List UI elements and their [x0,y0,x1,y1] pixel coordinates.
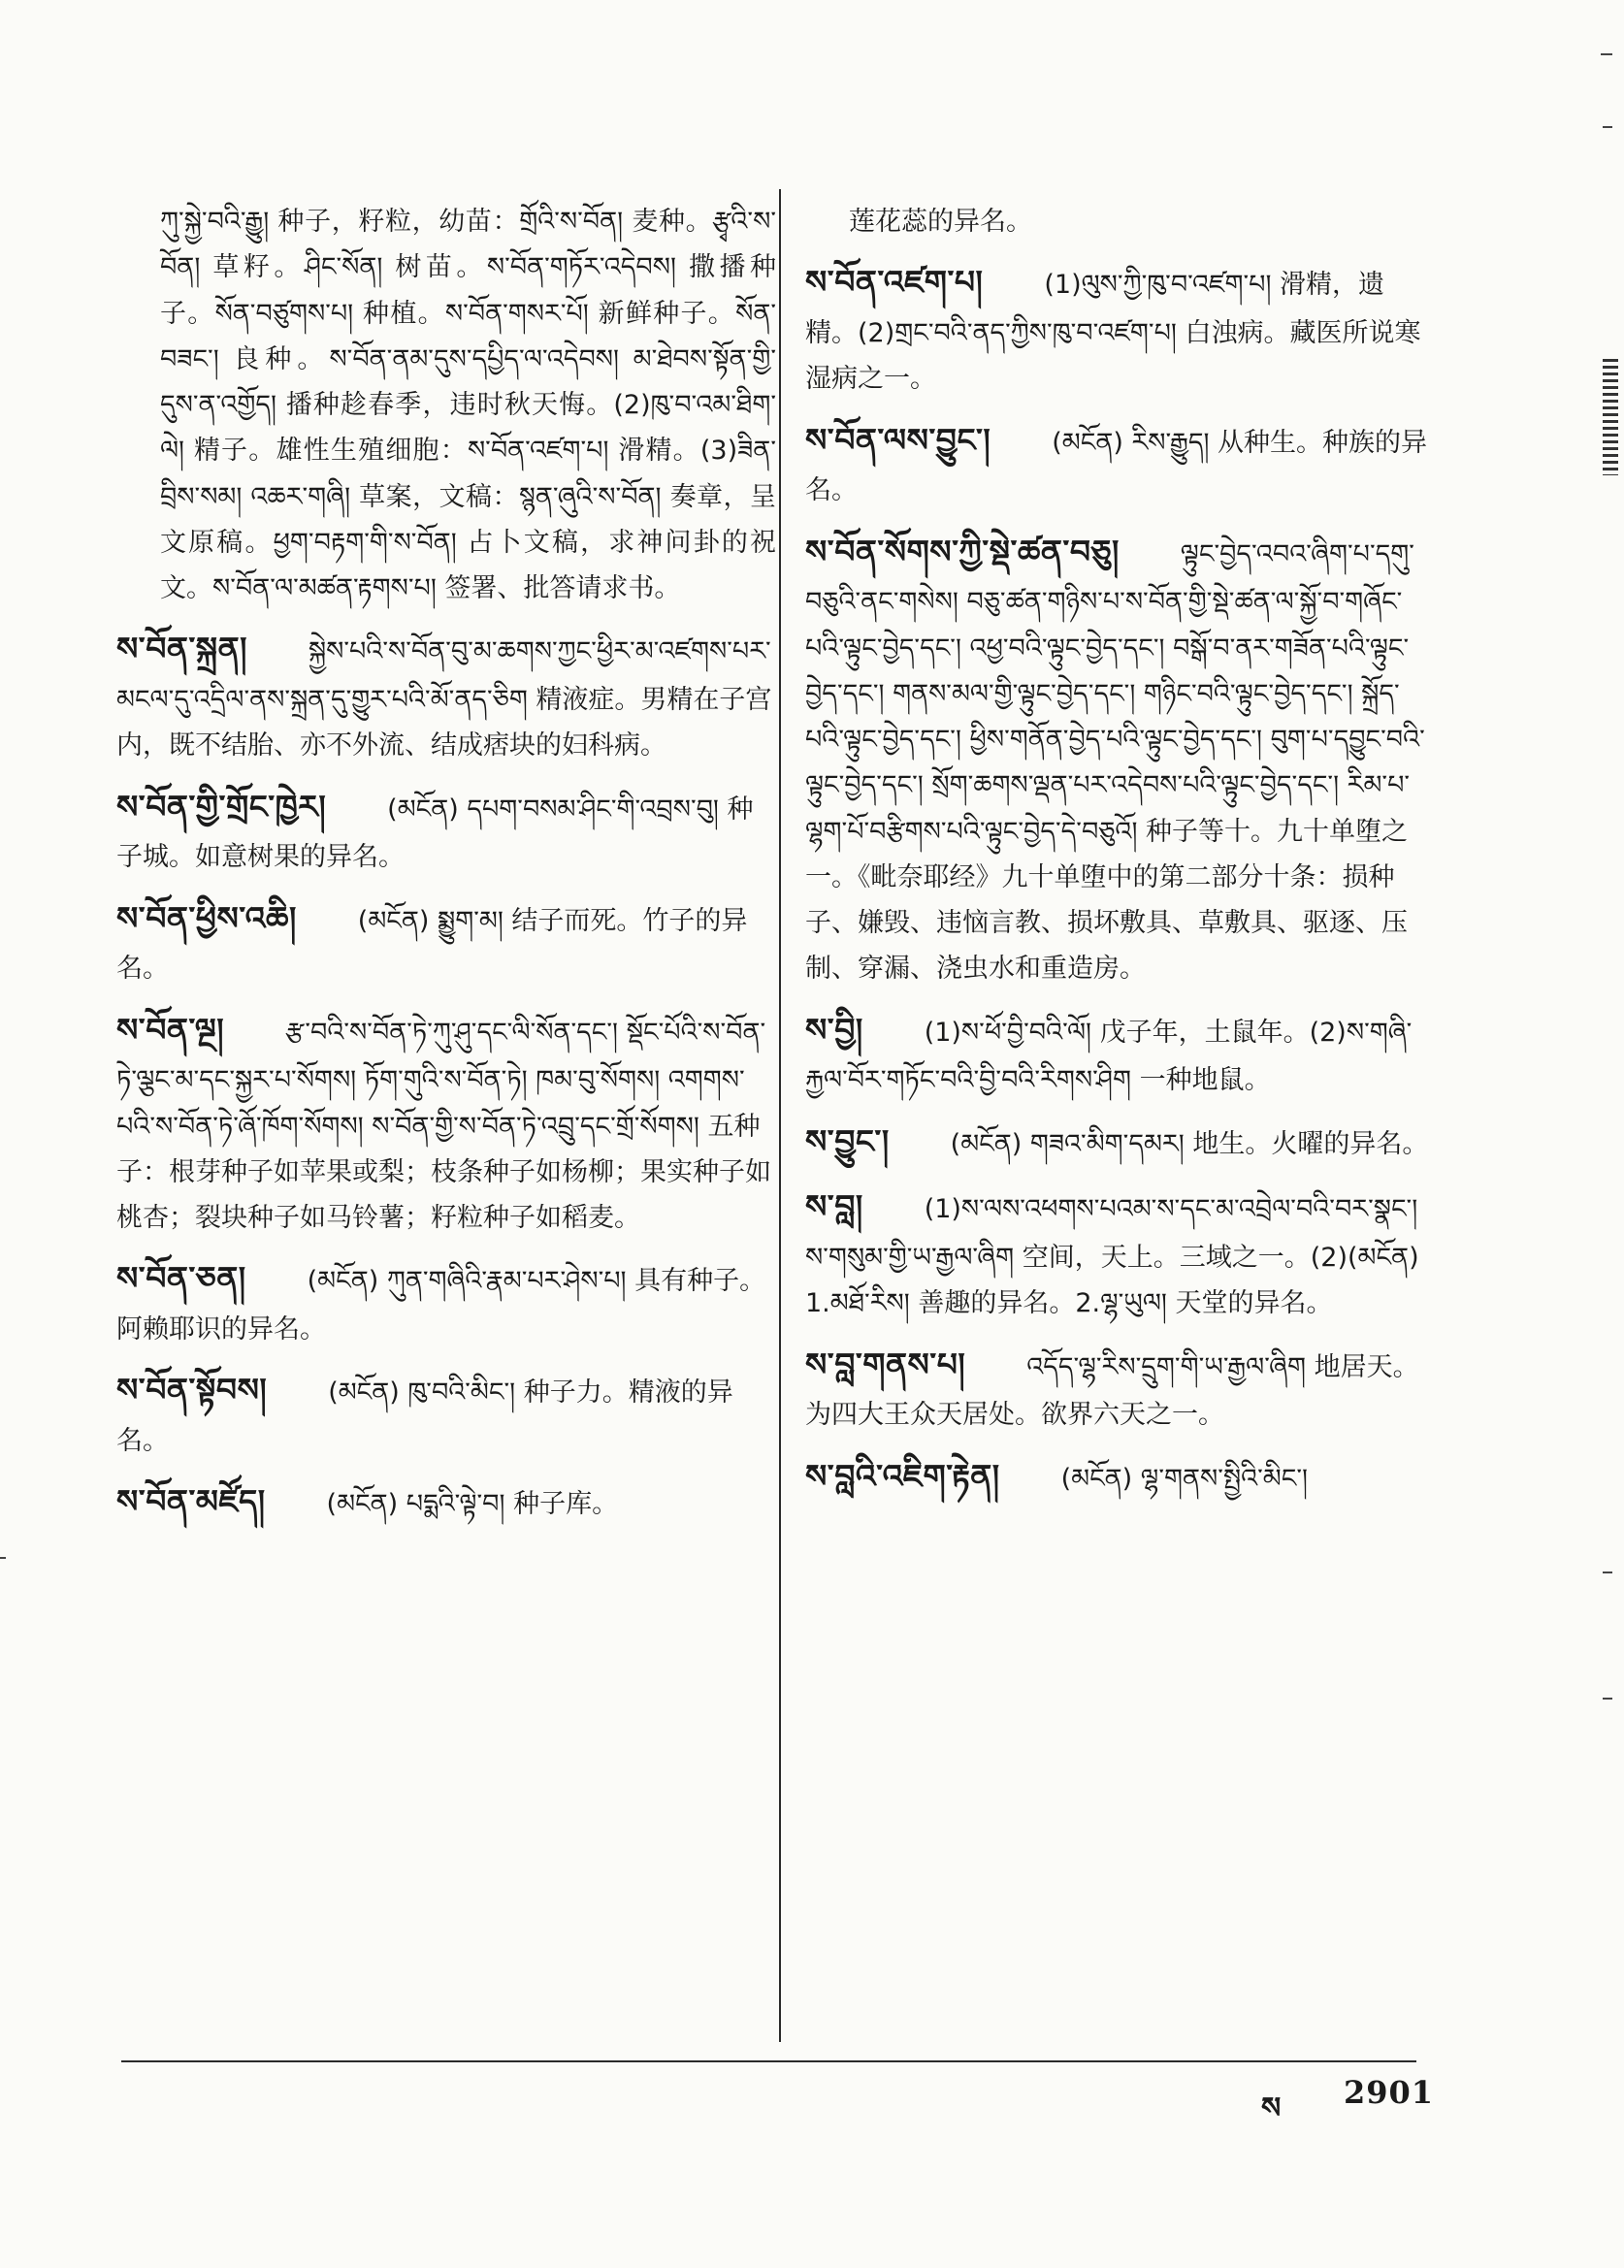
entry-definition: (མངོན) སྨྱུག་མ། 结子而死。竹子的异名。 [116,905,748,985]
right-column [805,199,1436,1513]
page-number: 2901 [1344,2074,1435,2111]
entry-definition: (མངོན) ཀུན་གཞིའི་རྣམ་པར་ཤེས་པ། 具有种子。阿赖耶识的异名。 [116,1266,766,1345]
entry-headword: ས་བོན་ལྔ། [116,1010,225,1049]
entry-definition: (མངོན) ལྷ་གནས་སྤྱིའི་མིང་། [1060,1463,1309,1494]
entry-headword: ས་བོན་སོགས་ཀྱི་སྡེ་ཚན་བཅུ། [805,532,1120,570]
edge-mark [1603,1571,1612,1573]
entry-headword: ས་བོན་སྟོབས། [116,1371,268,1409]
entry-definition: (མངོན) པདྨའི་ལྟེ་བ། 种子库。 [326,1489,619,1520]
entry-headword: ས་བོན་ཅན། [116,1259,246,1298]
dictionary-entry [805,412,1436,514]
entry-definition: ཀུ་སྐྱེ་བའི་རྒྱུ། 种子，籽粒，幼苗：གྲོའི་ས་བོན། 麦种。རྩྭའི་ས་བོན། 草籽。ཤིང་སོན། 树苗。ས་བོན་གཏོར་འདེབས། 撒播种子。སོན་བཙུགས་པ། 种植。ས་བོན་གསར་པོ། 新鲜种子。སོན་བཟང་། 良种。ས་བོན་ནམ་དུས་དཔྱིད་ལ་འདེབས། མ་ཐེབས་སྟོན་གྱི་དུས་ན་འགྱོད། 播种趁春季，违时秋天悔。(2)ཁུ་བ་འམ་ཐིག་ལེ། 精子。雄性生殖细胞：ས་བོན་འཛག་པ། 滑精。(3)ཟིན་བྲིས་སམ། འཆར་གཞི། 草案，文稿：སྙན་ཞུའི་ས་བོན། 奏章，呈文原稿。ཕྱག་བརྟག་གི་ས་བོན། 占卜文稿，求神问卦的祝文。ས་བོན་ལ་མཚན་རྟགས་པ། 签署、批答请求书。 [160,207,776,603]
entry-definition: (1)ས་ལས་འཕགས་པའམ་ས་དང་མ་འབྲེལ་བའི་བར་སྣང་། ས་གསུམ་གྱི་ཡ་རྒྱལ་ཞིག 空间，天上。三域之一。(2)(མངོན) 1.མཐོ་རིས། 善趣的异名。2.ལྷ་ཡུལ། 天堂的异名。 [805,1194,1419,1319]
entry-definition: ལྟུང་བྱེད་འབའ་ཞིག་པ་དགུ་བཅུའི་ནང་གསེས། བཅུ་ཚན་གཉིས་པ་ས་བོན་གྱི་སྡེ་ཚན་ལ་སྐྱོ་བ་གཞོང་པའི་ལྟུང་བྱེད་དང་། འཕྱ་བའི་ལྟུང་བྱེད་དང་། བསྒོ་བ་ནར་གཟོན་པའི་ལྟུང་བྱེད་དང་། གནས་མལ་གྱི་ལྟུང་བྱེད་དང་། གཉིང་བའི་ལྟུང་བྱེད་དང་། སྐྲོད་པའི་ལྟུང་བྱེད་དང་། ཕྱིས་གནོན་བྱེད་པའི་ལྟུང་བྱེད་དང་། བུག་པ་དབྱུང་བའི་ལྟུང་བྱེད་དང་། སྲོག་ཆགས་ལྡན་པར་འདེབས་པའི་ལྟུང་བྱེད་དང་། རིམ་པ་ལྷག་པོ་བརྩིགས་པའི་ལྟུང་བྱེད་དེ་བཅུའོ། 种子等十。九十单堕之一。《毗奈耶经》九十单堕中的第二部分十条：损种子、嫌毁、违恼言教、损坏敷具、草敷具、驱逐、压制、穿漏、浇虫水和重造房。 [805,538,1425,985]
dictionary-entry [805,1002,1436,1104]
dictionary-entry [116,779,776,881]
entry-headword: ས་བྱི། [805,1010,863,1049]
dictionary-entry [805,1179,1436,1326]
footer-rule [121,2060,1416,2062]
entry-headword: ས་བོན་ལས་བྱུང་། [805,420,991,459]
dictionary-entry [805,254,1436,402]
dictionary-entry [116,1362,776,1464]
edge-mark [1603,359,1618,475]
dictionary-entry [116,1250,776,1352]
column-divider [779,189,781,2042]
entry-definition: (1)ལུས་ཀྱི་ཁུ་བ་འཛག་པ། 滑精，遗精。(2)གྲང་བའི་ནད་ཀྱིས་ཁུ་བ་འཛག་པ། 白浊病。藏医所说寒湿病之一。 [805,270,1421,395]
dictionary-entry [116,1002,776,1242]
entry-headword: ས་བོན་འཛག་པ། [805,263,984,302]
entry-definition: (མངོན) གཟའ་མིག་དམར། 地生。火曜的异名。 [950,1128,1429,1159]
dictionary-entry [805,1114,1436,1170]
dictionary-entry [116,621,776,768]
dictionary-entry [805,1337,1436,1439]
dictionary-entry [116,1474,776,1530]
edge-mark [1603,126,1612,128]
entry-definition: (1)ས་ཕོ་བྱི་བའི་ལོ། 戊子年，土鼠年。(2)ས་གཞི་རྐྱལ་བོར་གཏོང་བའི་བྱི་བའི་རིགས་ཤིག 一种地鼠。 [805,1017,1413,1096]
entry-definition: རྩ་བའི་ས་བོན་ཏེ་ཀུ་ཤུ་དང་ལི་སོན་དང་། སྡོང་པོའི་ས་བོན་ཏེ་ལྕང་མ་དང་སྐྱར་པ་སོགས། ཏོག་གུའི་ས་བོན་ཏེ། ཁམ་བུ་སོགས། འགགས་པའི་ས་བོན་ཏེ་ཞོ་ཁོག་སོགས། ས་བོན་གྱི་ས་བོན་ཏེ་འབྲུ་དང་གྲོ་སོགས། 五种子：根芽种子如苹果或梨；枝条种子如杨柳；果实种子如桃杏；裂块种子如马铃薯；籽粒种子如稻麦。 [116,1017,771,1233]
dictionary-entry [116,891,776,992]
entry-definition: (མངོན) ཁུ་བའི་མིང་། 种子力。精液的异名。 [116,1377,733,1456]
entry-headword: ས་བྱུང་། [805,1121,890,1160]
left-column [116,199,776,1539]
edge-mark [1603,1698,1612,1700]
entry-headword: ས་བླ་གནས་པ། [805,1345,966,1383]
entry-headword: ས་བོན་མཛོད། [116,1482,266,1521]
entry-headword: ས་བོན་གྱི་གྲོང་ཁྱེར། [116,787,327,826]
entry-definition: (མངོན) དཔག་བསམ་ཤིང་གི་འབྲས་བུ། 种子城。如意树果的异名。 [116,794,754,873]
dictionary-entry [805,1448,1436,1505]
dictionary-entry [116,199,776,611]
section-letter: ས [1261,2091,1282,2125]
dictionary-entry [805,524,1436,992]
entry-headword: ས་བོན་ཕྱིས་འཆི། [116,898,297,937]
entry-definition: (མངོན) རིས་རྒྱུད། 从种生。种族的异名。 [805,427,1428,506]
edge-mark [0,1557,6,1559]
entry-definition: འདོད་ལྷ་རིས་དྲུག་གི་ཡ་རྒྱལ་ཞིག 地居天。为四大王众天居处。欲界六天之一。 [805,1351,1419,1431]
entry-headword: ས་བོན་སྐྲན། [116,630,247,668]
entry-headword: ས་བླ། [805,1187,863,1226]
dictionary-entry [805,199,1436,244]
entry-definition: 莲花蕊的异名。 [849,207,1032,237]
entry-definition: སྐྱེས་པའི་ས་བོན་བུ་མ་ཆགས་ཀྱང་ཕྱིར་མ་འཛགས་པར་མངལ་དུ་འདྲིལ་ནས་སྐྲན་དུ་གྱུར་པའི་མོ་ནད་ཅིག 精液症。男精在子宫内，既不结胎、亦不外流、结成痞块的妇科病。 [116,636,772,761]
edge-mark [1601,53,1612,55]
entry-headword: ས་བླའི་འཇིག་རྟེན། [805,1456,1000,1495]
